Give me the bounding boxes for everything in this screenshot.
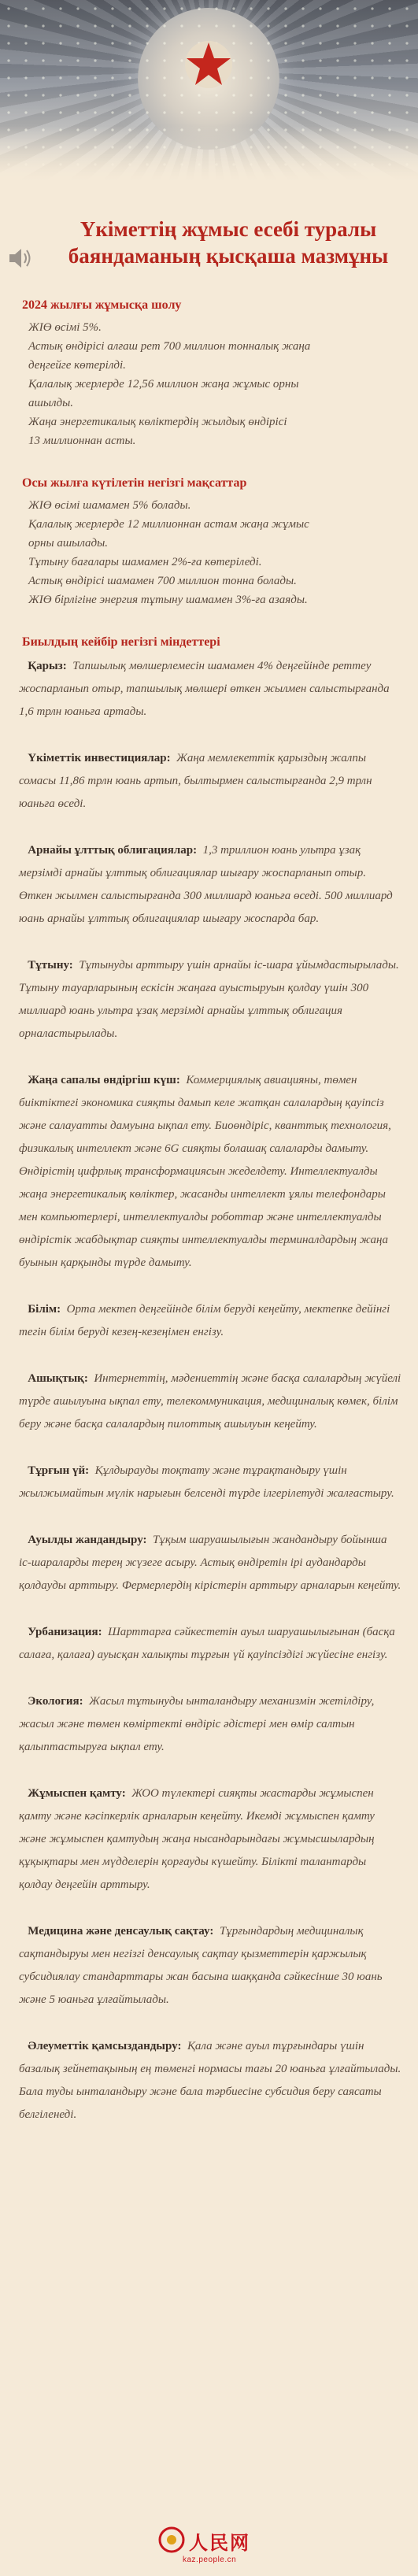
task-label: Арнайы ұлттық облигациялар: bbox=[28, 844, 198, 857]
task-label: Медицина және денсаулық сақтау: bbox=[28, 1925, 214, 1938]
task-item bbox=[19, 655, 401, 724]
section-heading: 2024 жылғы жұмысқа шолу bbox=[22, 298, 182, 312]
line: ЖІӨ бірлігіне энергия тұтыну шамамен 3%-ға азаяды. bbox=[28, 594, 308, 606]
task-text: Қала және ауыл тұрғындары үшін базалық зейнетақының ең төменгі нормасы тағы 20 юаньға ұлғайтылады. Бала туды ынталандыру және бала тәрбиесіне субсидия беру саясаты белгіленеді. bbox=[19, 2040, 401, 2121]
hero-banner bbox=[0, 0, 418, 181]
task-label: Қарыз: bbox=[28, 660, 67, 672]
logo-url: kaz.people.cn bbox=[183, 2556, 237, 2564]
task-item bbox=[19, 1460, 401, 1505]
task-label: Ауылды жандандыру: bbox=[28, 1534, 147, 1546]
task-text: ЖОО түлектері сияқты жастарды жұмыспен қамту және кәсіпкерлік арналарын кеңейту. Икемді жұмыспен қамту және жұмыспен қамтудың жаңа нысандарындағы жұмысшылардың құқықтары мен мүдделерін қорғауды күшейту. Білікті талантарды қолдау деңгейін арттыру. bbox=[19, 1787, 375, 1891]
line: Астық өндірісі алғаш рет 700 миллион тонналық жаңа bbox=[28, 340, 311, 353]
task-item bbox=[19, 2035, 401, 2126]
section-heading: Осы жылға күтілетін негізгі мақсаттар bbox=[22, 476, 247, 490]
task-label: Ашықтық: bbox=[28, 1372, 88, 1385]
task-item bbox=[19, 1920, 401, 2012]
section-heading: Биылдың кейбір негізгі міндеттері bbox=[22, 635, 220, 649]
task-text: 1,3 триллион юань ультра ұзақ мерзімді арнайы ұлттық облигациялар шығару жоспарланып отыр. Өткен жылмен салыстырғанда 300 миллиард юаньға өседі. 500 миллиард юань арнайы ұлттық облигациялар шығару жоспарда бар. bbox=[19, 844, 393, 925]
line: Тұтыну бағалары шамамен 2%-ға көтеріледі. bbox=[28, 556, 262, 568]
task-label: Тұрғын үй: bbox=[28, 1464, 90, 1477]
logo-mark-icon bbox=[157, 2526, 186, 2554]
line: Қалалық жерлерде 12,56 миллион жаңа жұмыс орны bbox=[28, 378, 299, 390]
task-item bbox=[19, 747, 401, 816]
task-text: Тұрғындардың медициналық сақтандыруы мен негізгі денсаулық сақтау қызметтерін қаржылық субсидиялау стандарттары жан басына шаққанда сәйкесінше 30 юань және 5 юаньға ұлғайтылады. bbox=[19, 1925, 383, 2006]
section-targets bbox=[19, 474, 401, 609]
line: ЖІӨ өсімі 5%. bbox=[28, 321, 102, 334]
page-title: Үкіметтің жұмыс есебі туралы баяндаманың қысқаша мазмұны bbox=[68, 217, 389, 268]
section-review bbox=[19, 296, 401, 450]
task-text: Коммерциялық авиацияны, төмен биіктіктегі экономика сияқты дамып келе жатқан салалардың қауіпсіз және салауатты дамуына ықпал ету. Биоөндіріс, кванттық технология, физикалық интеллект және 6G сияқты болашақ салаларды дамыту. Өндірістің цифрлық трансформациясын жеделдету. Интеллектуалды жаңа энергетикалық көліктер, жасанды интеллект ұялы телефондары мен компьютерлері, интеллектуалды роботтар және интеллектуалды өндірістік жабдықтар сияқты интеллектуалды терминалдардың жаңа буынын қарқынды түрде дамыту. bbox=[19, 1074, 391, 1269]
task-item bbox=[19, 954, 401, 1046]
line: ашылды. bbox=[28, 397, 74, 409]
task-label: Экология: bbox=[28, 1695, 83, 1708]
report-content bbox=[19, 296, 401, 2150]
task-text: Жасыл тұтынуды ынталандыру механизмін жетілдіру, жасыл және төмен көміртекті өндіріс әдістері мен өмір салтын қалыптастыруға ықпал ету. bbox=[19, 1695, 375, 1753]
task-label: Урбанизация: bbox=[28, 1626, 102, 1638]
task-item bbox=[19, 1529, 401, 1597]
task-item bbox=[19, 1298, 401, 1344]
task-item bbox=[19, 1690, 401, 1759]
line: ЖІӨ өсімі шамамен 5% болады. bbox=[28, 499, 191, 512]
task-label: Білім: bbox=[28, 1303, 61, 1316]
task-label: Тұтыну: bbox=[28, 959, 73, 972]
task-label: Жұмыспен қамту: bbox=[28, 1787, 126, 1800]
task-item bbox=[19, 1782, 401, 1897]
logo-name: 人民网 bbox=[189, 2531, 250, 2554]
speaker-icon[interactable] bbox=[8, 246, 35, 271]
task-text: Құлдырауды тоқтату және тұрақтандыру үшін жылжымайтын мүлік нарығын белсенді түрде ілгерілетуді жалғастыру. bbox=[19, 1464, 394, 1500]
task-item bbox=[19, 1621, 401, 1667]
line: Астық өндірісі шамамен 700 миллион тонна болады. bbox=[28, 575, 297, 587]
task-label: Үкіметтік инвестициялар: bbox=[28, 752, 171, 764]
line: Қалалық жерлерде 12 миллионнан астам жаңа жұмыс bbox=[28, 518, 309, 531]
hero-fade bbox=[0, 126, 418, 181]
line: Жаңа энергетикалық көліктердің жылдық өндірісі bbox=[28, 416, 287, 428]
task-item bbox=[19, 1368, 401, 1436]
task-text: Тұқым шаруашылығын жандандыру бойынша іс-шараларды терең жүзеге асыру. Астық өндіретін ірі аудандарды қолдауды арттыру. Фермерлердің кірістерін арттыру арналарын кеңейту. bbox=[19, 1534, 401, 1592]
task-label: Жаңа сапалы өндіргіш күш: bbox=[28, 1074, 180, 1086]
task-text: Жаңа мемлекеттік қарыздың жалпы сомасы 11,86 трлн юань артып, былтырмен салыстырғанда 2,9 трлн юаньға өседі. bbox=[19, 752, 372, 810]
line: орны ашылады. bbox=[28, 537, 109, 550]
line: деңгейге көтерілді. bbox=[28, 359, 126, 372]
task-text: Тапшылық мөлшерлемесін шамамен 4% деңгейінде реттеу жоспарланып отыр, тапшылық мөлшері өткен жылмен салыстырғанда 1,6 трлн юаньға артады. bbox=[19, 660, 390, 718]
task-label: Әлеуметтік қамсыздандыру: bbox=[28, 2040, 182, 2052]
task-text: Орта мектеп деңгейінде білім беруді кеңейту, мектепке дейінгі тегін білім беруді кезең-кезеңімен енгізу. bbox=[19, 1303, 390, 1338]
task-text: Интернеттің, мәдениеттің және басқа салалардың жүйелі түрде ашылуына ықпал ету, телекоммуникация, медициналық көмек, білім беру және басқа салалардың пилоттық ашылуын кеңейту. bbox=[19, 1372, 401, 1430]
line: 13 миллионнан асты. bbox=[28, 435, 136, 447]
task-item bbox=[19, 1069, 401, 1275]
task-item bbox=[19, 839, 401, 931]
task-list bbox=[19, 655, 401, 2126]
section-tasks bbox=[19, 633, 401, 2126]
red-star-icon bbox=[183, 39, 234, 90]
task-text: Тұтынуды арттыру үшін арнайы іс-шара ұйымдастырылады. Тұтыну тауарларының ескісін жаңаға ауыстыруын қолдау үшін 300 миллиард юань ультра ұзақ мерзімді арнайы ұлттық облигация орналастырылады. bbox=[19, 959, 399, 1040]
task-text: Шарттарға сәйкестетін ауыл шаруашылығынан (басқа салаға, қалаға) ауысқан халықты тұрғын үй қауіпсіздігі жүйесіне енгізу. bbox=[19, 1626, 395, 1661]
people-daily-logo[interactable] bbox=[157, 2526, 268, 2570]
